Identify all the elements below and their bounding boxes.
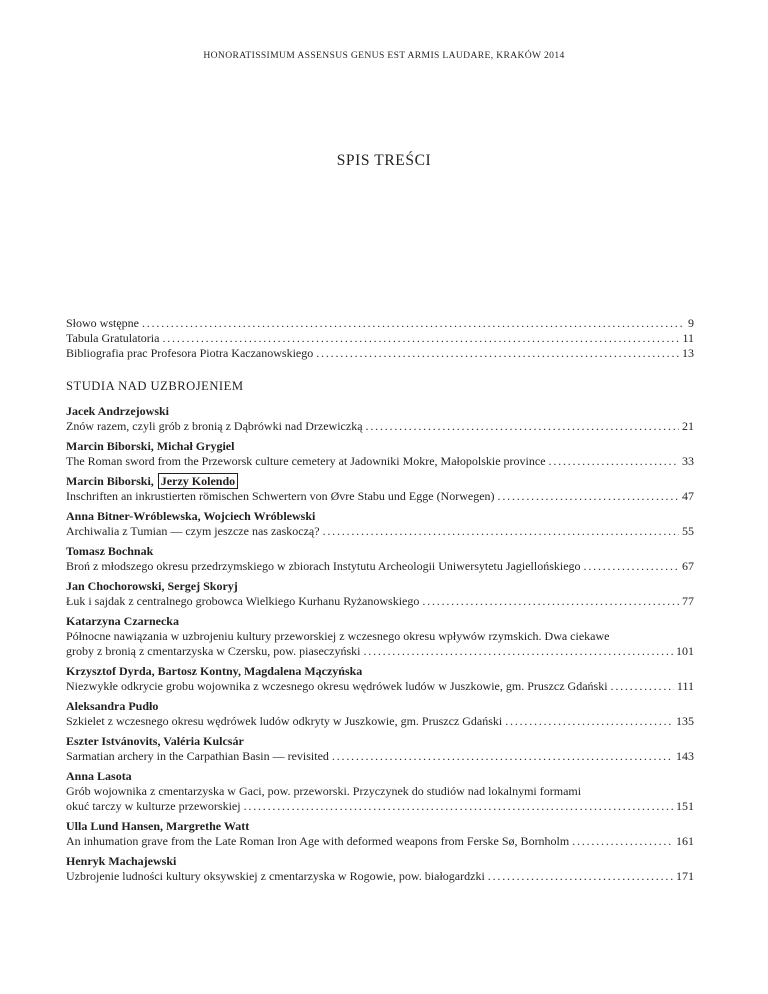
toc-line[interactable] — [66, 454, 694, 469]
authors-text: Anna Bitner-Wróblewska, Wojciech Wróblewski — [66, 509, 316, 523]
dot-leader — [488, 869, 673, 884]
page-number: 161 — [676, 834, 694, 848]
toc-line[interactable] — [66, 316, 694, 331]
toc-line[interactable] — [66, 869, 694, 884]
entry-authors — [66, 819, 694, 834]
toc-entry — [66, 474, 694, 504]
page-number: 151 — [676, 799, 694, 813]
dot-leader — [332, 749, 673, 764]
authors-text: Marcin Biborski, Michał Grygiel — [66, 439, 235, 453]
toc-entry — [66, 769, 694, 814]
dot-leader — [366, 419, 679, 434]
toc-title: The Roman sword from the Przeworsk culture cemetery at Jadowniki Mokre, Małopolskie province — [66, 454, 546, 468]
toc-title: Znów razem, czyli grób z bronią z Dąbrówki nad Drzewiczką — [66, 419, 363, 433]
authors-text: Tomasz Bochnak — [66, 544, 154, 558]
entry-authors — [66, 544, 694, 559]
entry-authors — [66, 664, 694, 679]
toc-line[interactable] — [66, 331, 694, 346]
page-number: 135 — [676, 714, 694, 728]
toc-title: Sarmatian archery in the Carpathian Basin — revisited — [66, 749, 329, 763]
authors-text: Henryk Machajewski — [66, 854, 177, 868]
section-studia — [66, 378, 694, 889]
toc-line[interactable] — [66, 749, 694, 764]
toc-line[interactable] — [66, 419, 694, 434]
toc-entry — [66, 664, 694, 694]
dot-leader — [142, 316, 685, 331]
dot-leader — [505, 714, 673, 729]
authors-text: Ulla Lund Hansen, Margrethe Watt — [66, 819, 250, 833]
toc-line[interactable] — [66, 834, 694, 849]
toc-entry — [66, 544, 694, 574]
dot-leader — [611, 679, 674, 694]
toc-title: Archiwalia z Tumian — czym jeszcze nas zaskoczą? — [66, 524, 320, 538]
dot-leader — [162, 331, 679, 346]
entry-title-line: Grób wojownika z cmentarzyska w Gaci, pow. przeworski. Przyczynek do studiów nad lokalnymi formami — [66, 784, 582, 798]
entry-authors — [66, 474, 694, 489]
toc-title: Tabula Gratulatoria — [66, 331, 160, 345]
dot-leader — [584, 559, 679, 574]
dot-leader — [498, 489, 679, 504]
toc-title: Szkielet z wczesnego okresu wędrówek ludów odkryty w Juszkowie, gm. Pruszcz Gdański — [66, 714, 503, 728]
page-title: SPIS TREŚCI — [336, 152, 432, 169]
authors-text: Eszter Istvánovits, Valéria Kulcsár — [66, 734, 244, 748]
toc-line[interactable] — [66, 346, 694, 361]
page-number: 13 — [682, 346, 694, 360]
toc-line[interactable] — [66, 644, 694, 659]
toc-title: Broń z młodszego okresu przedrzymskiego w zbiorach Instytutu Archeologii Uniwersytetu Jagiellońskiego — [66, 559, 581, 573]
toc-line[interactable] — [66, 524, 694, 539]
toc-entry — [66, 734, 694, 764]
page-number: 55 — [682, 524, 694, 538]
toc-entry — [66, 854, 694, 884]
dot-leader — [549, 454, 679, 469]
authors-text: Marcin Biborski, — [66, 474, 154, 488]
toc-entry — [66, 439, 694, 469]
authors-text: Krzysztof Dyrda, Bartosz Kontny, Magdalena Mączyńska — [66, 664, 363, 678]
toc-line[interactable] — [66, 559, 694, 574]
toc-entry — [66, 579, 694, 609]
toc-entry — [66, 404, 694, 434]
toc-line[interactable] — [66, 799, 694, 814]
page-number: 9 — [688, 316, 694, 330]
authors-text: Jacek Andrzejowski — [66, 404, 169, 418]
boxed-author-name: Jerzy Kolendo — [158, 473, 238, 489]
page-number: 33 — [682, 454, 694, 468]
toc-entry — [66, 819, 694, 849]
toc-line[interactable] — [66, 489, 694, 504]
dot-leader — [323, 524, 679, 539]
front-matter-list — [66, 316, 694, 361]
page-number: 21 — [682, 419, 694, 433]
toc-entry — [66, 699, 694, 729]
entry-authors — [66, 614, 694, 629]
toc-title: Łuk i sajdak z centralnego grobowca Wielkiego Kurhanu Ryżanowskiego — [66, 594, 420, 608]
entry-authors — [66, 854, 694, 869]
page-number: 67 — [682, 559, 694, 573]
authors-text: Jan Chochorowski, Sergej Skoryj — [66, 579, 238, 593]
dot-leader — [244, 799, 673, 814]
entries-list — [66, 404, 694, 884]
dot-leader — [572, 834, 673, 849]
toc-title: Inschriften an inkrustierten römischen Schwertern von Øvre Stabu und Egge (Norwegen) — [66, 489, 495, 503]
entry-authors — [66, 734, 694, 749]
toc-title: An inhumation grave from the Late Roman Iron Age with deformed weapons from Ferske Sø, Bornholm — [66, 834, 570, 848]
dot-leader — [422, 594, 679, 609]
toc-entry — [66, 509, 694, 539]
toc-line[interactable] — [66, 594, 694, 609]
toc-title: Uzbrojenie ludności kultury oksywskiej z cmentarzyska w Rogowie, pow. białogardzki — [66, 869, 485, 883]
entry-authors — [66, 404, 694, 419]
page-number: 47 — [682, 489, 694, 503]
toc-line[interactable] — [66, 679, 694, 694]
entry-authors — [66, 439, 694, 454]
entry-authors — [66, 579, 694, 594]
toc-title: groby z bronią z cmentarzyska w Czersku, pow. piaseczyński — [66, 644, 361, 658]
page-number: 101 — [676, 644, 694, 658]
page-number: 111 — [676, 679, 694, 693]
toc-entry — [66, 614, 694, 659]
running-header: HONORATISSIMUM ASSENSUS GENUS EST ARMIS LAUDARE, KRAKÓW 2014 — [203, 50, 565, 61]
page-number: 171 — [676, 869, 694, 883]
entry-authors — [66, 509, 694, 524]
toc-title: Niezwykłe odkrycie grobu wojownika z wczesnego okresu wędrówek ludów w Juszkowie, gm. Pruszcz Gdański — [66, 679, 608, 693]
entry-authors — [66, 769, 694, 784]
toc-title: okuć tarczy w kulturze przeworskiej — [66, 799, 241, 813]
dot-leader — [363, 644, 673, 659]
authors-text: Katarzyna Czarnecka — [66, 614, 179, 628]
page-number: 77 — [682, 594, 694, 608]
page-number: 143 — [676, 749, 694, 763]
dot-leader — [316, 346, 679, 361]
section-heading: STUDIA NAD UZBROJENIEM — [66, 379, 244, 393]
entry-authors — [66, 699, 694, 714]
toc-line[interactable] — [66, 714, 694, 729]
authors-text: Aleksandra Pudło — [66, 699, 159, 713]
entry-title-line: Północne nawiązania w uzbrojeniu kultury przeworskiej z wczesnego okresu wpływów rzymskich. Dwa ciekawe — [66, 629, 610, 643]
authors-text: Anna Lasota — [66, 769, 132, 783]
page-number: 11 — [682, 331, 694, 345]
toc-title: Bibliografia prac Profesora Piotra Kaczanowskiego — [66, 346, 314, 360]
toc-title: Słowo wstępne — [66, 316, 139, 330]
